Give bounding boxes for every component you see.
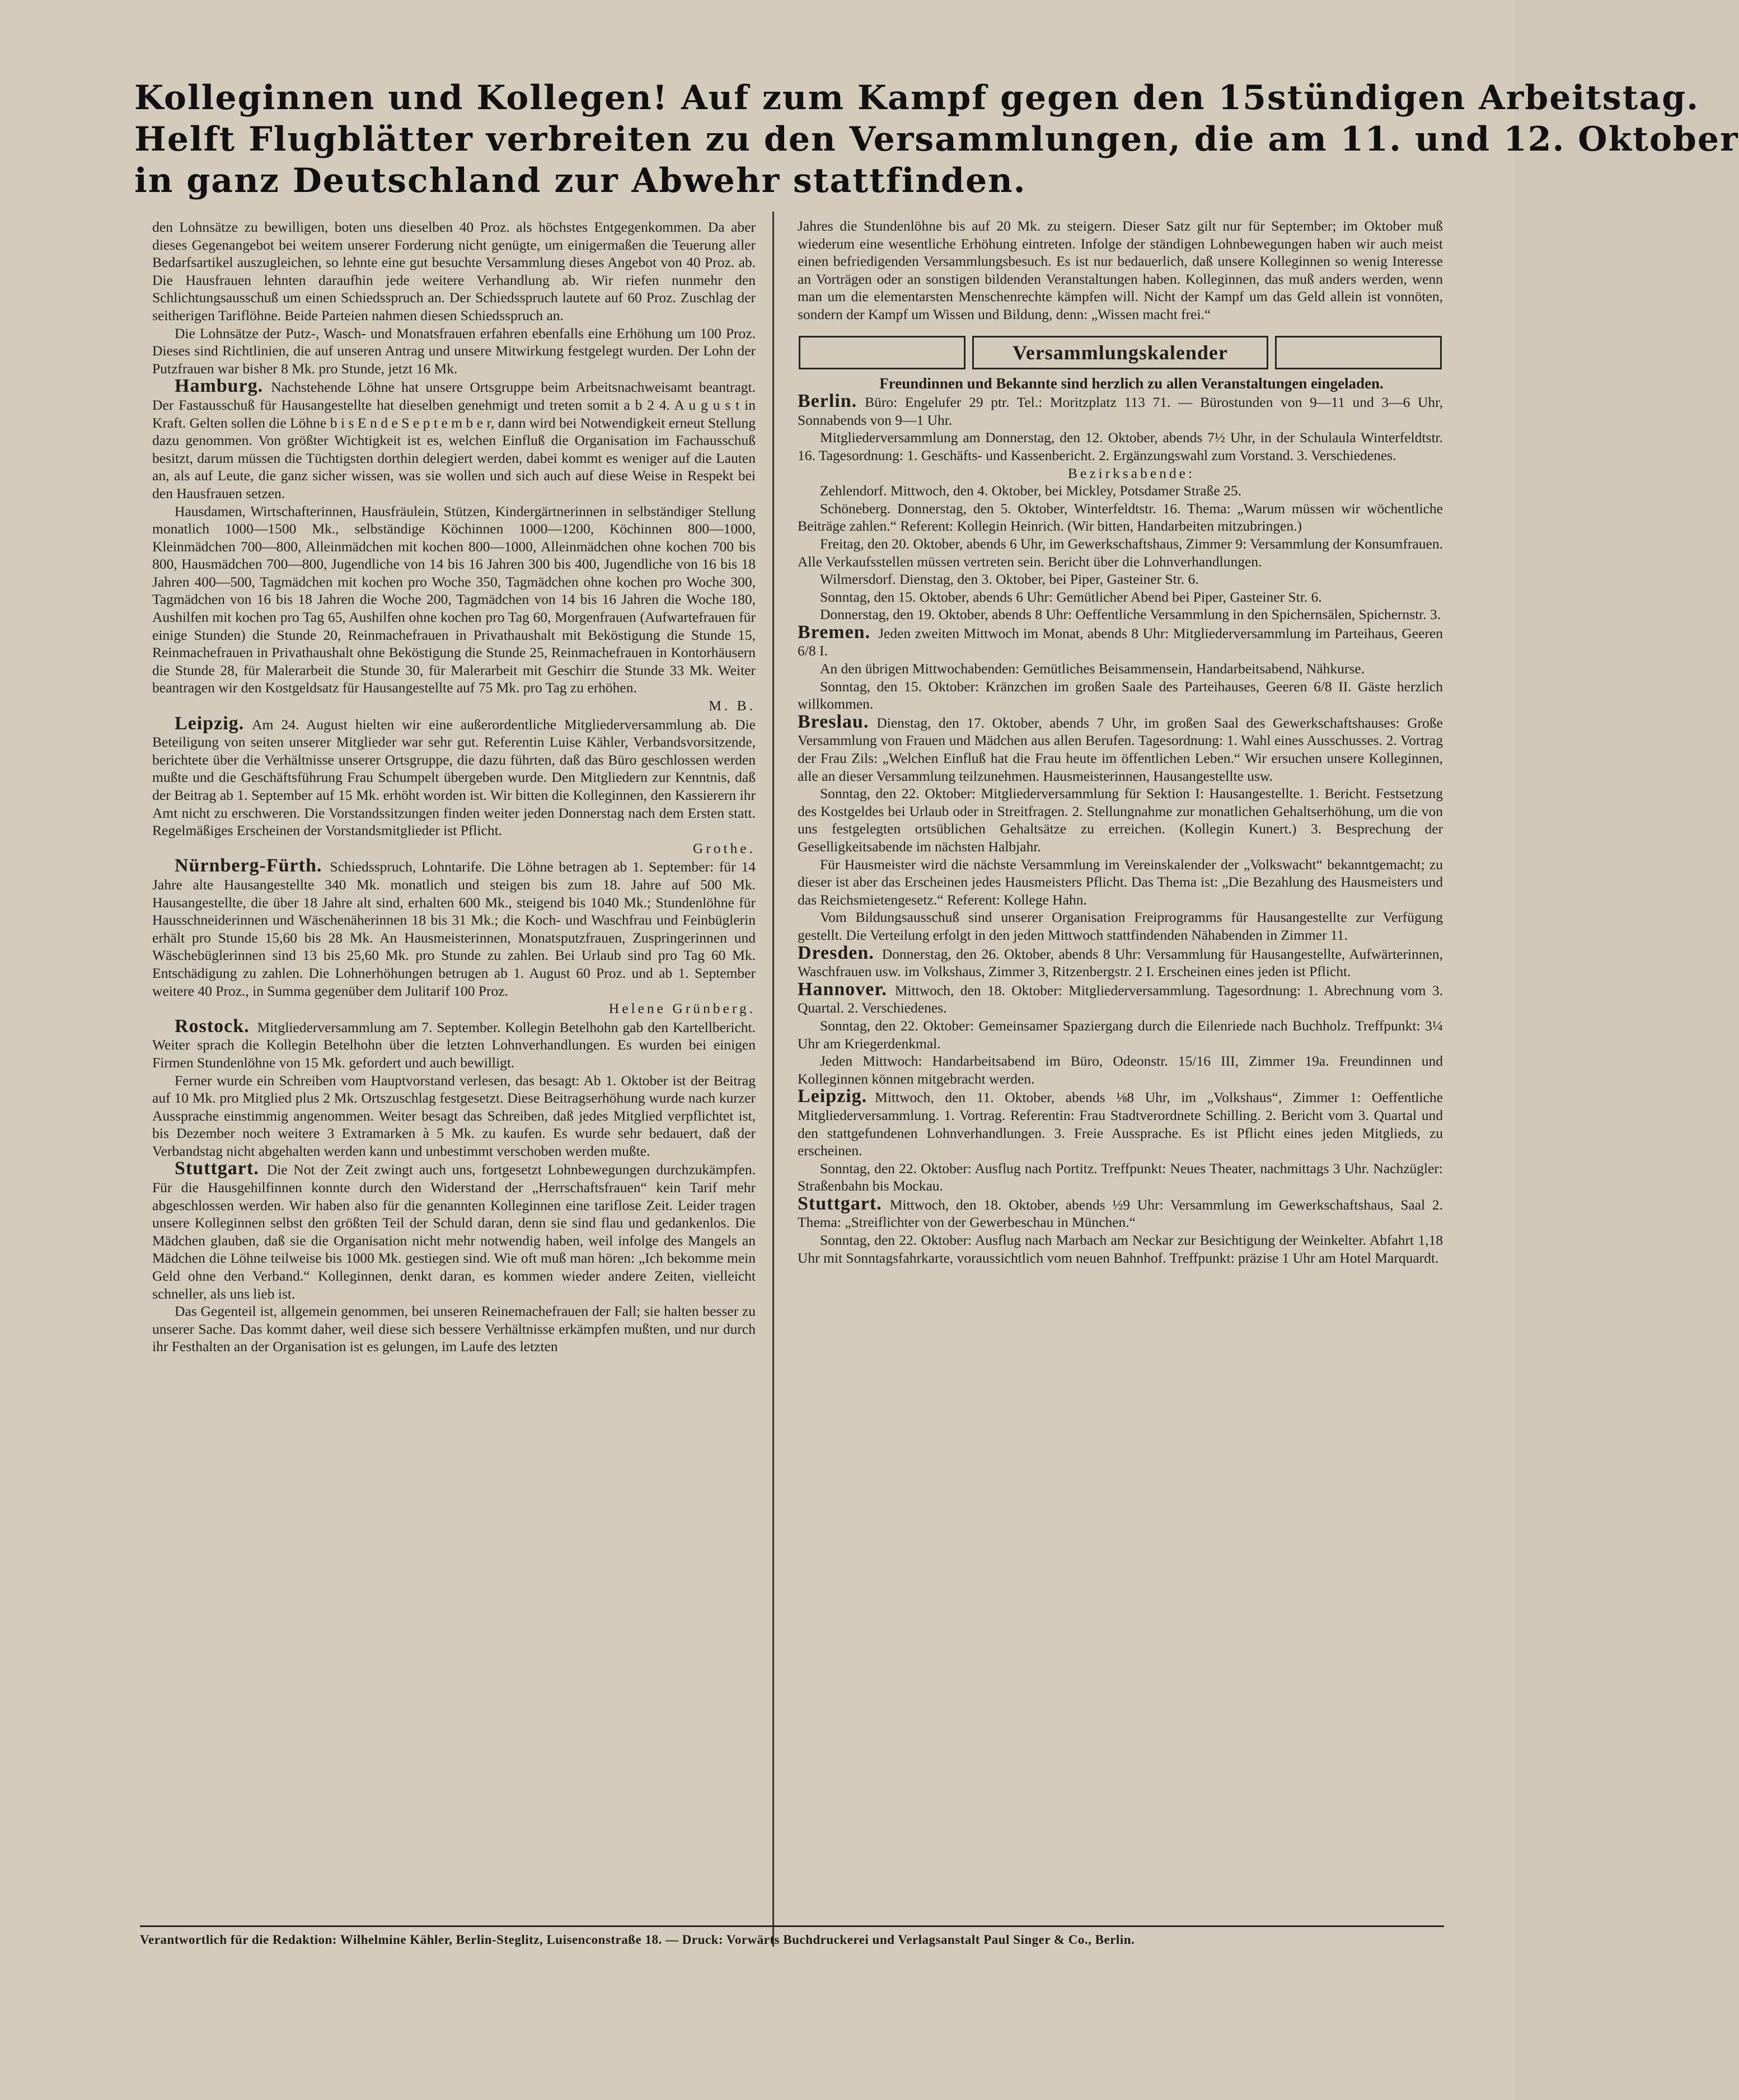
paragraph: Freitag, den 20. Oktober, abends 6 Uhr, im Gewerkschaftshaus, Zimmer 9: Versammlung der Konsumfrauen. Alle Verkaufsstellen müssen vertreten sein. Bericht über die Lohnverhandlungen. xyxy=(798,535,1443,570)
report-hamburg xyxy=(152,377,756,502)
headline-line-3: in ganz Deutschland zur Abwehr stattfinden. xyxy=(134,161,1026,200)
paragraph: den Lohnsätze zu bewilligen, boten uns dieselben 40 Proz. als höchstes Entgegenkommen. Da aber dieses Gegenangebot bei weitem unserer Forderung nicht genügte, um einigermaßen die Teuerung aller Bedarfsartikel auszugleichen, so lehnte eine gut besuchte Versammlung dieses Angebot von 40 Proz. ab. Die Hausfrauen lehnten daraufhin jede weitere Verhandlung ab. Wir riefen nunmehr den Schlichtungsausschuß um einen Schiedsspruch an. Der Schiedsspruch lautete auf 60 Proz. Zuschlag der seitherigen Tariflöhne. Beide Parteien nahmen diesen Schiedsspruch an. xyxy=(152,219,756,324)
paragraph: Jeden zweiten Mittwoch im Monat, abends 8 Uhr: Mitgliederversammlung im Parteihaus, Geeren 6/8 I. xyxy=(798,625,1443,659)
city-heading: Stuttgart. xyxy=(798,1193,882,1214)
calendar-title: Versammlungskalender xyxy=(972,336,1268,369)
paragraph: Mittwoch, den 18. Oktober: Mitgliederversammlung. Tagesordnung: 1. Abrechnung vom 3. Quartal. 2. Verschiedenes. xyxy=(798,982,1443,1016)
paragraph: Sonntag, den 22. Oktober: Ausflug nach Portitz. Treffpunkt: Neues Theater, nachmittags 3 Uhr. Nachzügler: Straßenbahn bis Mockau. xyxy=(798,1160,1443,1194)
paragraph: Donnerstag, den 19. Oktober, abends 8 Uhr: Oeffentliche Versammlung in den Spichernsälen, Spichernstr. 3. xyxy=(820,606,1441,623)
paragraph: Das Gegenteil ist, allgemein genommen, bei unseren Reinemachefrauen der Fall; sie halten besser zu unserer Sache. Das kommt daher, weil diese sich bessere Verhältnisse erkämpfen mußten, und nur durch ihr Festhalten an der Organisation ist es gelungen, im Laufe des letzten xyxy=(152,1303,756,1355)
signature: Grothe. xyxy=(692,840,756,856)
paragraph: Die Not der Zeit zwingt auch uns, fortgesetzt Lohnbewegungen durchzukämpfen. Für die Hausgehilfinnen konnte durch den Widerstand der „Herrschaftsfrauen“ kein Tarif mehr abgeschlossen werden. Wir haben also für die genannten Kolleginnen eine tariflose Zeit. Leider tragen unsere Kolleginnen selbst den größten Teil der Schuld daran, denn sie sind flau und gedankenlos. Die Mädchen glauben, daß sie die Organisation nicht mehr notwendig haben, weil infolge des Mangels an Mädchen die Löhne teilweise bis 1000 Mk. gestiegen sind. Wie oft muß man hören: „Ich bekomme mein Geld ohne den Verband.“ Kolleginnen, denkt daran, es kommen wieder andere Zeiten, vielleicht schneller, als uns lieb ist. xyxy=(152,1161,756,1302)
report-leipzig xyxy=(152,712,756,840)
paragraph: Vom Bildungsausschuß sind unserer Organisation Freiprogramms für Hausangestellte zur Verfügung gestellt. Die Verteilung erfolgt in den jeden Mittwoch stattfindenden Nähabenden in Zimmer 11. xyxy=(798,909,1443,943)
event-dresden xyxy=(798,944,1443,981)
signature: Helene Grünberg. xyxy=(608,1000,756,1017)
paragraph: Nachstehende Löhne hat unsere Ortsgruppe beim Arbeitsnachweisamt beantragt. Der Fastausschuß für Hausangestellte hat dieselben genehmigt und treten somit a b 2 4. A u g u s t in Kraft. Gelten sollen die Löhne b i s E n d e S e p t e m b e r, dann wird bei Notwendigkeit erneut Stellung dazu genommen. Von größter Wichtigkeit ist es, welchen Einfluß die Organisation im Fachausschuß besitzt, darum müssen die Tüchtigsten dorthin delegiert werden, dabei kommt es weniger auf die Lauten an, als auf Leute, die ganz sicher wissen, was sie wollen und sich auch auf diese Weise in Respekt bei den Hausfrauen setzen. xyxy=(152,379,756,501)
paragraph: Die Lohnsätze der Putz-, Wasch- und Monatsfrauen erfahren ebenfalls eine Erhöhung um 100 Proz. Dieses sind Richtlinien, die auf unseren Antrag und unsere Mitwirkung festgelegt wurden. Der Lohn der Putzfrauen war bisher 8 Mk. pro Stunde, jetzt 16 Mk. xyxy=(152,325,756,377)
report-nuernberg xyxy=(152,857,756,1000)
left-column xyxy=(152,218,756,1356)
event-bremen xyxy=(798,621,1443,660)
imprint-footer: Verantwortlich für die Redaktion: Wilhelmine Kähler, Berlin-Steglitz, Luisenconstraße 18. — Druck: Vorwärts Buchdruckerei und Verlagsanstalt Paul Singer & Co., Berlin. xyxy=(140,1925,1444,1947)
event-leipzig xyxy=(798,1088,1443,1159)
calendar-header xyxy=(798,336,1443,369)
event-berlin xyxy=(798,392,1443,429)
city-heading: Leipzig. xyxy=(798,1086,868,1107)
paragraph: Büro: Engelufer 29 ptr. Tel.: Moritzplatz 113 71. — Bürostunden von 9—11 und 3—6 Uhr, Sonnabends von 9—1 Uhr. xyxy=(798,394,1443,428)
paragraph: Mittwoch, den 11. Oktober, abends ⅛8 Uhr, im „Volkshaus“, Zimmer 1: Oeffentliche Mitgliederversammlung. 1. Vortrag. Referentin: Frau Stadtverordnete Schilling. 2. Bericht vom 3. Quartal und den stattgefundenen Lohnverhandlungen. 3. Freie Aussprache. Es ist Pflicht eines jeden Mitglieds, zu erscheinen. xyxy=(798,1089,1443,1159)
city-heading: Stuttgart. xyxy=(175,1158,259,1179)
ornament-box-right xyxy=(1275,336,1442,369)
paragraph: Mittwoch, den 18. Oktober, abends ½9 Uhr: Versammlung im Gewerkschaftshaus, Saal 2. Thema: „Streiflichter von der Gewerbeschau in München.“ xyxy=(798,1196,1443,1231)
city-heading: Nürnberg-Fürth. xyxy=(175,855,322,876)
paragraph: Ferner wurde ein Schreiben vom Hauptvorstand verlesen, das besagt: Ab 1. Oktober ist der Beitrag auf 10 Mk. pro Mitglied plus 2 Mk. Ortszuschlag festgesetzt. Diese Beitragserhöhung wurde nach kurzer Aussprache einstimmig angenommen. Weiter besagt das Schreiben, daß jedes Mitglied verpflichtet ist, bis Dezember noch weitere 3 Extramarken à 5 Mk. zu kaufen. Es wurde sehr bedauert, daß der Verbandstag nicht abgehalten werden kann und unbestimmt verschoben werden mußte. xyxy=(152,1072,756,1159)
paragraph: Hausdamen, Wirtschafterinnen, Hausfräulein, Stützen, Kindergärtnerinnen in selbständiger Stellung monatlich 1000—1500 Mk., selbständige Köchinnen 1000—1200, Köchinnen 800—1000, Kleinmädchen 700—800, Alleinmädchen mit kochen 800—1000, Alleinmädchen ohne kochen 700 bis 800, Hausmädchen 700—800, Jugendliche von 14 bis 16 Jahren 300 bis 400, Jugendliche von 16 bis 18 Jahren 400—500, Tagmädchen mit kochen pro Woche 350, Tagmädchen ohne kochen pro Woche 300, Tagmädchen von 16 bis 18 Jahren die Woche 200, Tagmädchen von 14 bis 16 Jahren die Woche 180, Aushilfen mit kochen pro Tag 65, Aushilfen ohne kochen pro Tag 60, Morgenfrauen (Aufwartefrauen für einige Stunden) die Stunde 20, Reinmachefrauen in Privathaushalt mit Beköstigung die Stunde 15, Reinmachefrauen in Privathaushalt ohne Beköstigung die Stunde 25, Reinmachefrauen in Kontorhäusern die Stunde 28, für Malerarbeit die Stunde 30, für Malerarbeit mit Geschirr die Stunde 33 Mk. Weiter beantragen wir den Kostgeldsatz für Hausangestellte auf 75 Mk. pro Tag zu erhöhen. xyxy=(152,503,756,696)
city-heading: Breslau. xyxy=(798,711,869,732)
city-heading: Dresden. xyxy=(798,942,874,963)
paragraph: Für Hausmeister wird die nächste Versammlung im Vereinskalender der „Volkswacht“ bekanntgemacht; zu dieser ist aber das Erscheinen jedes Hausmeisters Pflicht. Das Thema ist: „Die Bezahlung des Hausmeisters und das Reichsmietengesetz.“ Referent: Kollege Hahn. xyxy=(798,856,1443,908)
city-heading: Rostock. xyxy=(175,1015,250,1037)
paragraph: Dienstag, den 17. Oktober, abends 7 Uhr, im großen Saal des Gewerkschaftshauses: Große Versammlung von Frauen und Mädchen aus allen Berufen. Tagesordnung: 1. Wahl eines Ausschusses. 2. Vortrag der Frau Zils: „Welchen Einfluß hat die Frau heute im öffentlichen Leben.“ Wir ersuchen unsere Kolleginnen, alle an dieser Versammlung teilzunehmen. Hausmeisterinnen, Hausangestellte usw. xyxy=(798,714,1443,784)
signature: M. B. xyxy=(709,697,756,714)
paragraph: Jahres die Stundenlöhne bis auf 20 Mk. zu steigern. Dieser Satz gilt nur für September; im Oktober muß wiederum eine wesentliche Erhöhung eintreten. Infolge der ständigen Lohnbewegungen haben wir auch meist einen befriedigenden Versammlungsbesuch. Es ist nur bedauerlich, daß unsere Kolleginnen so wenig Interesse an Vorträgen oder an sonstigen bildenden Veranstaltungen haben. Kolleginnen, das muß anders werden, wenn man um die elementarsten Menschenrechte kämpfen will. Nicht der Kampf um das Geld allein ist vonnöten, sondern der Kampf um Wissen und Bildung, denn: „Wissen macht frei.“ xyxy=(798,218,1443,322)
paragraph: Sonntag, den 15. Oktober: Kränzchen im großen Saale des Parteihauses, Geeren 6/8 II. Gäste herzlich willkommen. xyxy=(798,678,1443,712)
paragraph: Sonntag, den 22. Oktober: Mitgliederversammlung für Sektion I: Hausangestellte. 1. Bericht. Festsetzung des Kostgeldes bei Urlaub oder in Streitfragen. 2. Stellungnahme zur monatlichen Gehaltserhöhung, um die von uns festgelegten ortsüblichen Gehaltsätze zu erreichen. (Kollegin Kunert.) 3. Besprechung der Geselligkeitsabende im nächsten Halbjahr. xyxy=(798,785,1443,855)
calendar-subtitle: Freundinnen und Bekannte sind herzlich zu allen Veranstaltungen eingeladen. xyxy=(879,374,1384,392)
event-breslau xyxy=(798,713,1443,785)
headline-line-2: Helft Flugblätter verbreiten zu den Versammlungen, die am 11. und 12. Oktober xyxy=(134,120,1739,159)
report-rostock xyxy=(152,1015,756,1072)
paragraph: Wilmersdorf. Dienstag, den 3. Oktober, bei Piper, Gasteiner Str. 6. xyxy=(820,571,1199,588)
report-stuttgart xyxy=(152,1160,756,1302)
city-heading: Hannover. xyxy=(798,978,887,1000)
ornament-box-left xyxy=(799,336,965,369)
paragraph: Schiedsspruch, Lohntarife. Die Löhne betragen ab 1. September: für 14 Jahre alte Hausangestellte 340 Mk. monatlich und steigen bis zum 18. Jahre auf 500 Mk. Hausangestellte, die über 18 Jahre alt sind, erhalten 600 Mk., steigend bis 1040 Mk.; Stundenlöhne für Hausschneiderinnen und Wäschenäherinnen 18 bis 31 Mk.; die Koch- und Waschfrau und Feinbüglerin erhält pro Stunde 15,60 bis 28 Mk. An Hausmeisterinnen, Monatsputzfrauen, Zuspringerinnen und Wäschebüglerinnen sind 13 bis 25,60 Mk. pro Stunde zu zahlen. Bei Urlaub sind pro Tag 60 Mk. Entschädigung zu zahlen. Die Lohnerhöhungen betrugen ab 1. August 60 Proz. und ab 1. September weitere 40 Proz., in Summa gegenüber dem Julitarif 100 Proz. xyxy=(152,859,756,999)
headline-line-1: Kolleginnen und Kollegen! Auf zum Kampf gegen den 15stündigen Arbeitstag. xyxy=(134,78,1700,118)
city-heading: Bremen. xyxy=(798,621,871,643)
paragraph: Sonntag, den 22. Oktober: Gemeinsamer Spaziergang durch die Eilenriede nach Buchholz. Treffpunkt: 3¼ Uhr am Kriegerdenkmal. xyxy=(798,1017,1443,1052)
paragraph: Jeden Mittwoch: Handarbeitsabend im Büro, Odeonstr. 15/16 III, Zimmer 19a. Freundinnen und Kolleginnen können mitgebracht werden. xyxy=(798,1053,1443,1087)
paragraph: Mitgliederversammlung am 7. September. Kollegin Betelhohn gab den Kartellbericht. Weiter sprach die Kollegin Betelhohn über die letzten Lohnverhandlungen. Es wurden bei einigen Firmen Stundenlöhne von 15 Mk. gefordert und auch bewilligt. xyxy=(152,1019,756,1071)
city-heading: Berlin. xyxy=(798,391,857,412)
paragraph: Am 24. August hielten wir eine außerordentliche Mitgliederversammlung ab. Die Beteiligung von seiten unserer Mitglieder war sehr gut. Referentin Luise Kähler, Verbandsvorsitzende, berichtete über die Verhältnisse unserer Ortsgruppe, die dazu führten, daß das Büro geschlossen werden mußte und die Geschäftsführung Frau Schumpelt übergeben wurde. Den Mitgliedern zur Kenntnis, daß der Beitrag ab 1. September auf 15 Mk. erhöht worden ist. Wir bitten die Kolleginnen, den Kassierern ihr Amt nicht zu erschweren. Die Vorstandssitzungen finden weiter jeden Donnerstag nach dem Ersten statt. Regelmäßiges Erscheinen der Vorstandsmitglieder ist Pflicht. xyxy=(152,716,756,839)
paragraph: Sonntag, den 15. Oktober, abends 6 Uhr: Gemütlicher Abend bei Piper, Gasteiner Str. 6. xyxy=(820,588,1322,605)
paragraph: Donnerstag, den 26. Oktober, abends 8 Uhr: Versammlung für Hausangestellte, Aufwärterinnen, Waschfrauen usw. im Volkshaus, Zimmer 3, Ritzenbergstr. 2 I. Erscheinen eines jeden ist Pflicht. xyxy=(798,945,1443,980)
paragraph: Schöneberg. Donnerstag, den 5. Oktober, Winterfeldtstr. 16. Thema: „Warum müssen wir wöchentliche Beiträge zahlen.“ Referent: Kollegin Heinrich. (Wir bitten, Handarbeiten mitzubringen.) xyxy=(798,500,1443,535)
subheading: Bezirksabende: xyxy=(1067,465,1196,481)
city-heading: Leipzig. xyxy=(175,712,245,734)
city-heading: Hamburg. xyxy=(175,376,264,397)
headline-banner xyxy=(134,77,1739,201)
paragraph: Sonntag, den 22. Oktober: Ausflug nach Marbach am Neckar zur Besichtigung der Weinkelter. Abfahrt 1,18 Uhr mit Sonntagsfahrkarte, voraussichtlich vom neuen Bahnhof. Treffpunkt: präzise 1 Uhr am Hotel Marquardt. xyxy=(798,1232,1443,1266)
event-hannover xyxy=(798,978,1443,1017)
column-divider xyxy=(772,212,774,1947)
right-column xyxy=(798,217,1443,1267)
paragraph: An den übrigen Mittwochabenden: Gemütliches Beisammensein, Handarbeitsabend, Nähkurse. xyxy=(820,660,1365,677)
event-stuttgart xyxy=(798,1195,1443,1231)
paragraph: Mitgliederversammlung am Donnerstag, den 12. Oktober, abends 7½ Uhr, in der Schulaula Winterfeldtstr. 16. Tagesordnung: 1. Geschäfts- und Kassenbericht. 2. Ergänzungswahl zum Vorstand. 3. Verschiedenes. xyxy=(798,429,1443,463)
paragraph: Zehlendorf. Mittwoch, den 4. Oktober, bei Mickley, Potsdamer Straße 25. xyxy=(820,482,1241,499)
